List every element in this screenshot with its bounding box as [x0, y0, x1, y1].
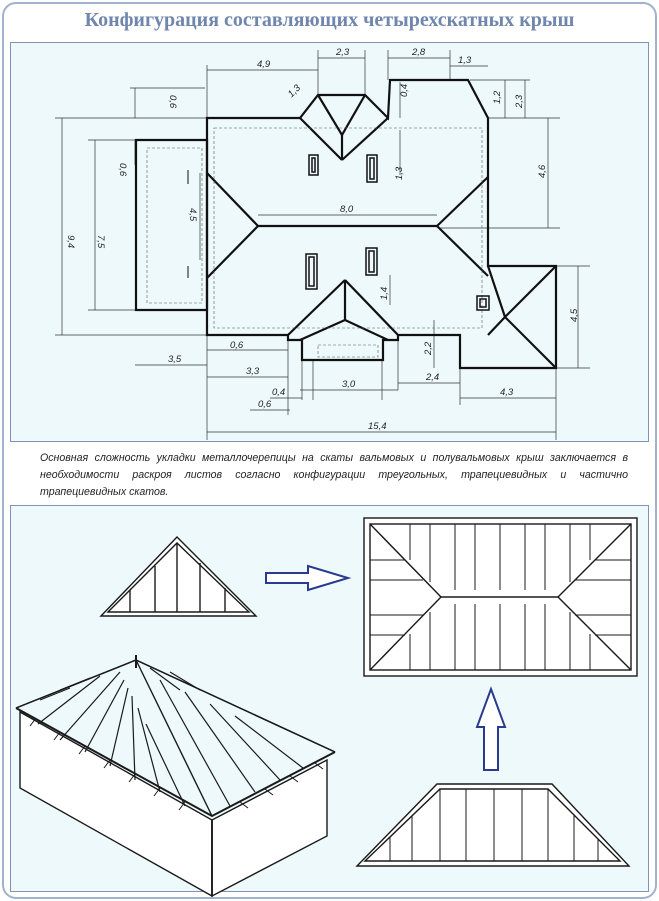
- dim-8-0: 8,0: [340, 204, 354, 215]
- dim-1-2: 1,2: [492, 90, 503, 104]
- dim-4-6: 4,6: [537, 164, 548, 178]
- arrow-right-icon: [266, 566, 348, 590]
- dim-1-3-hip: 1,3: [285, 82, 303, 100]
- dim-15-4: 15,4: [368, 421, 387, 432]
- dim-2-3-right: 2,3: [514, 94, 525, 108]
- dim-2-4: 2,4: [426, 372, 440, 383]
- dim-0-6-top: 0,6: [167, 95, 178, 109]
- rectangle-roof-plan: [364, 518, 637, 676]
- dim-9-4: 9,4: [65, 235, 76, 249]
- dim-7-5: 7,5: [95, 235, 106, 249]
- arrow-up-icon: [477, 689, 505, 770]
- dim-0-6-left: 0,6: [117, 163, 128, 177]
- trapezoid-slope: [357, 784, 629, 866]
- dim-0-4-bottom: 0,4: [272, 387, 286, 398]
- dim-4-9: 4,9: [257, 59, 271, 70]
- dim-3-5: 3,5: [168, 354, 182, 365]
- dim-2-2: 2,2: [423, 341, 434, 355]
- dim-4-5-left: 4,5: [187, 208, 198, 222]
- dim-0-6-bottom2: 0,6: [258, 399, 272, 410]
- hip-roof-frame-isometric: [16, 655, 335, 896]
- dim-4-5-right: 4,5: [569, 308, 580, 322]
- caption-text: Основная сложность укладки металлочерепицы на скаты вальмовых и полувальмовых крыш заключается в необходимости раскроя листов согласно конфигурации треугольных, трапециевидных и частично трапециевидных скатов.: [40, 452, 628, 498]
- dim-1-4: 1,4: [379, 286, 390, 300]
- dim-4-3: 4,3: [500, 387, 514, 398]
- dim-3-0: 3,0: [342, 379, 356, 390]
- page-title: Конфигурация составляющих четырехскатных крыш: [84, 9, 575, 31]
- dim-1-3-top: 1,3: [458, 55, 472, 66]
- dim-3-3: 3,3: [246, 366, 260, 377]
- dim-0-6-bottom: 0,6: [230, 340, 244, 351]
- triangle-slope: [101, 537, 256, 616]
- dim-2-3: 2,3: [336, 47, 350, 58]
- dim-2-8: 2,8: [412, 47, 426, 58]
- dim-0-4-top: 0,4: [399, 83, 410, 97]
- dim-1-3-mid: 1,3: [394, 166, 405, 180]
